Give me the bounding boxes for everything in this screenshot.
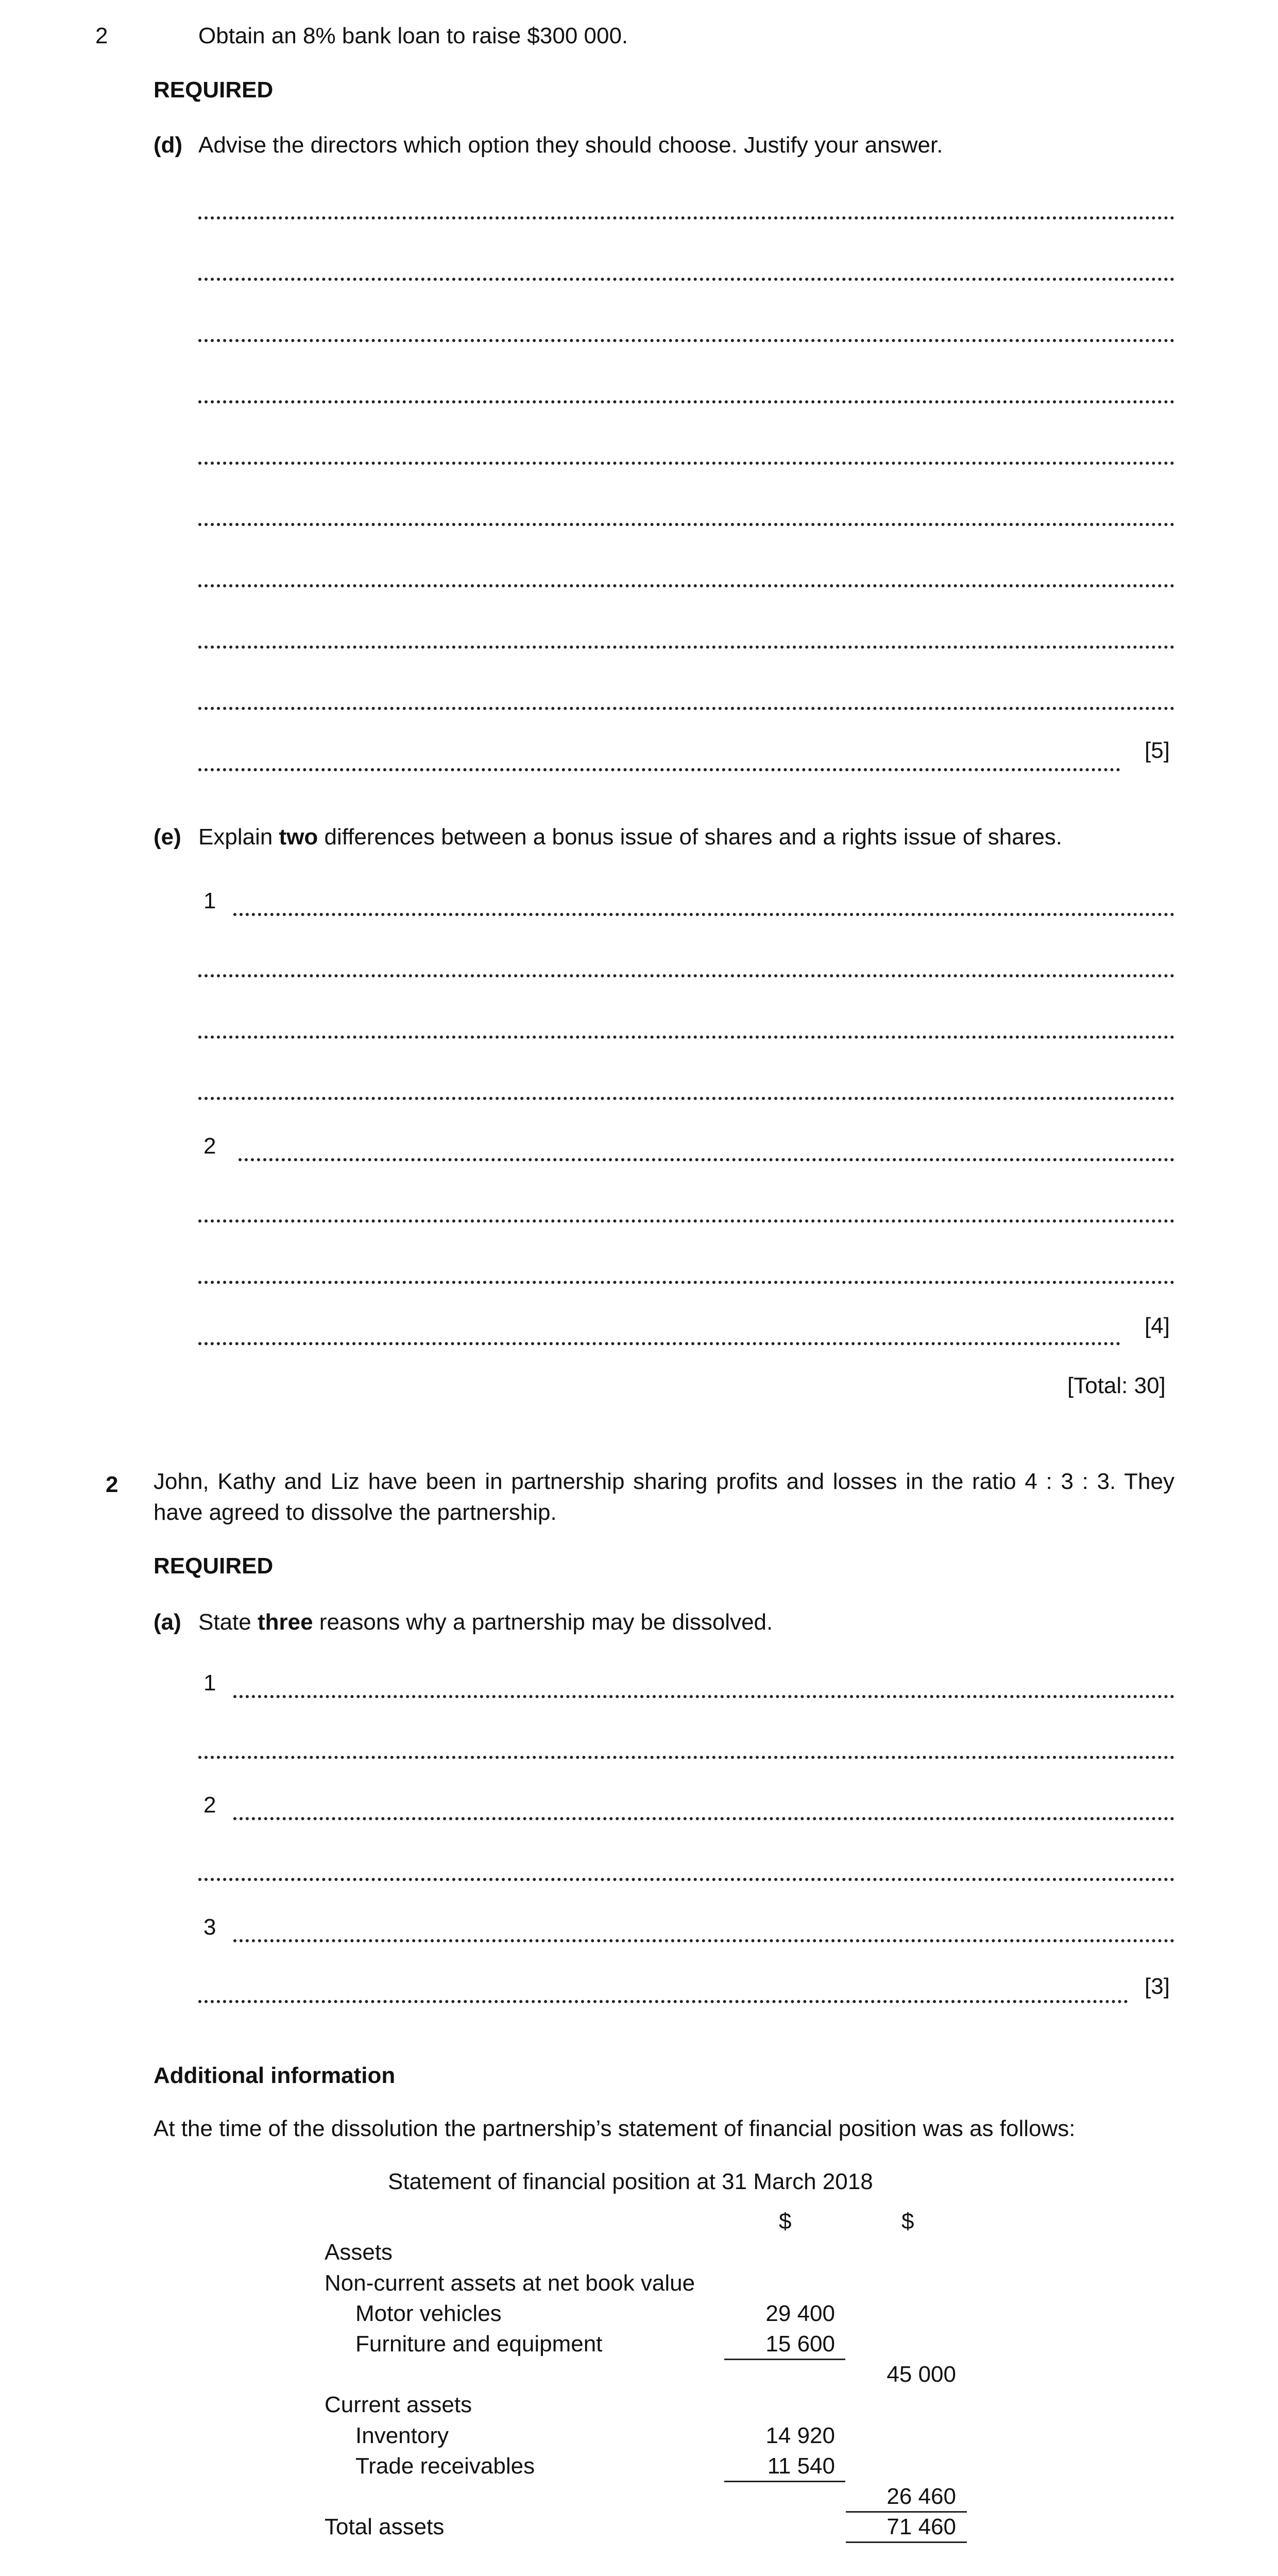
answer-line[interactable] (233, 1817, 1174, 1820)
sofp-label: Motor vehicles (355, 2301, 502, 2326)
answer-line[interactable] (233, 1939, 1174, 1942)
answer-line[interactable] (198, 1036, 1174, 1039)
answer-line[interactable] (233, 913, 1174, 916)
underline-rule (846, 2541, 967, 2543)
answer-line[interactable] (198, 1878, 1174, 1881)
sofp-label: Furniture and equipment (355, 2331, 603, 2357)
answer-line[interactable] (198, 2000, 1128, 2003)
answer-item-number: 2 (203, 1792, 216, 1818)
part-e-label: (e) (154, 824, 181, 850)
question-total: [Total: 30] (1067, 1373, 1166, 1398)
answer-line[interactable] (198, 1097, 1174, 1100)
sofp-value: 26 460 (887, 2484, 956, 2509)
part-a-label: (a) (154, 1609, 181, 1635)
underline-rule (846, 2511, 967, 2513)
answer-item-number: 1 (203, 888, 216, 913)
sofp-value: 11 540 (767, 2453, 835, 2479)
answer-line[interactable] (198, 974, 1174, 977)
answer-line[interactable] (198, 1756, 1174, 1759)
sofp-value: 71 460 (887, 2514, 956, 2539)
sofp-label: Trade receivables (355, 2453, 535, 2479)
marks-d: [5] (1145, 738, 1170, 763)
part-e-question: Explain two differences between a bonus issue of shares and a rights issue of shares. (198, 824, 1063, 850)
underline-rule (724, 2481, 845, 2482)
sofp-value: 29 400 (765, 2301, 835, 2326)
part-d-question: Advise the directors which option they should choose. Justify your answer. (198, 132, 943, 158)
sofp-value: 45 000 (887, 2362, 956, 2387)
additional-info-heading: Additional information (154, 2063, 396, 2088)
marks-e: [4] (1145, 1313, 1170, 1338)
answer-item-number: 3 (203, 1914, 216, 1940)
answer-line[interactable] (198, 278, 1174, 281)
answer-line[interactable] (198, 339, 1174, 342)
answer-line[interactable] (198, 584, 1174, 587)
answer-line[interactable] (198, 216, 1174, 219)
answer-line[interactable] (198, 707, 1174, 710)
sofp-value: 14 920 (765, 2423, 835, 2448)
answer-line[interactable] (198, 1281, 1174, 1284)
sofp-label: Assets (325, 2240, 393, 2265)
answer-line[interactable] (233, 1695, 1174, 1698)
question-2-intro: John, Kathy and Liz have been in partnership sharing profits and losses in the ratio 4 : 3 : 3. They have agreed to dissolve the partnership. (154, 1469, 1174, 1525)
answer-line[interactable] (198, 768, 1120, 771)
answer-line[interactable] (238, 1158, 1174, 1161)
required-heading: REQUIRED (154, 1553, 274, 1579)
sofp-label: Inventory (355, 2423, 449, 2448)
sofp-label: Current assets (325, 2392, 472, 2417)
answer-line[interactable] (198, 1219, 1174, 1223)
column-header: $ (901, 2209, 914, 2234)
additional-info-text: At the time of the dissolution the partnership’s statement of financial position was as follows: (154, 2116, 1076, 2141)
underline-rule (724, 2359, 845, 2360)
required-heading: REQUIRED (154, 77, 274, 103)
option-number: 2 (95, 23, 108, 48)
sofp-title: Statement of financial position at 31 March 2018 (388, 2169, 873, 2194)
part-a-question: State three reasons why a partnership may be dissolved. (198, 1609, 773, 1635)
part-d-label: (d) (154, 132, 183, 158)
answer-item-number: 2 (203, 1133, 216, 1159)
answer-line[interactable] (198, 646, 1174, 649)
sofp-value: 15 600 (765, 2331, 835, 2357)
column-header: $ (779, 2209, 792, 2234)
option-text: Obtain an 8% bank loan to raise $300 000. (198, 23, 628, 48)
answer-item-number: 1 (203, 1670, 216, 1696)
sofp-label: Non-current assets at net book value (325, 2270, 695, 2296)
marks-a: [3] (1145, 1974, 1170, 1999)
answer-line[interactable] (198, 400, 1174, 403)
answer-line[interactable] (198, 523, 1174, 526)
sofp-label: Total assets (325, 2514, 445, 2539)
answer-line[interactable] (198, 1342, 1120, 1345)
question-2-number: 2 (106, 1472, 118, 1497)
answer-line[interactable] (198, 462, 1174, 465)
